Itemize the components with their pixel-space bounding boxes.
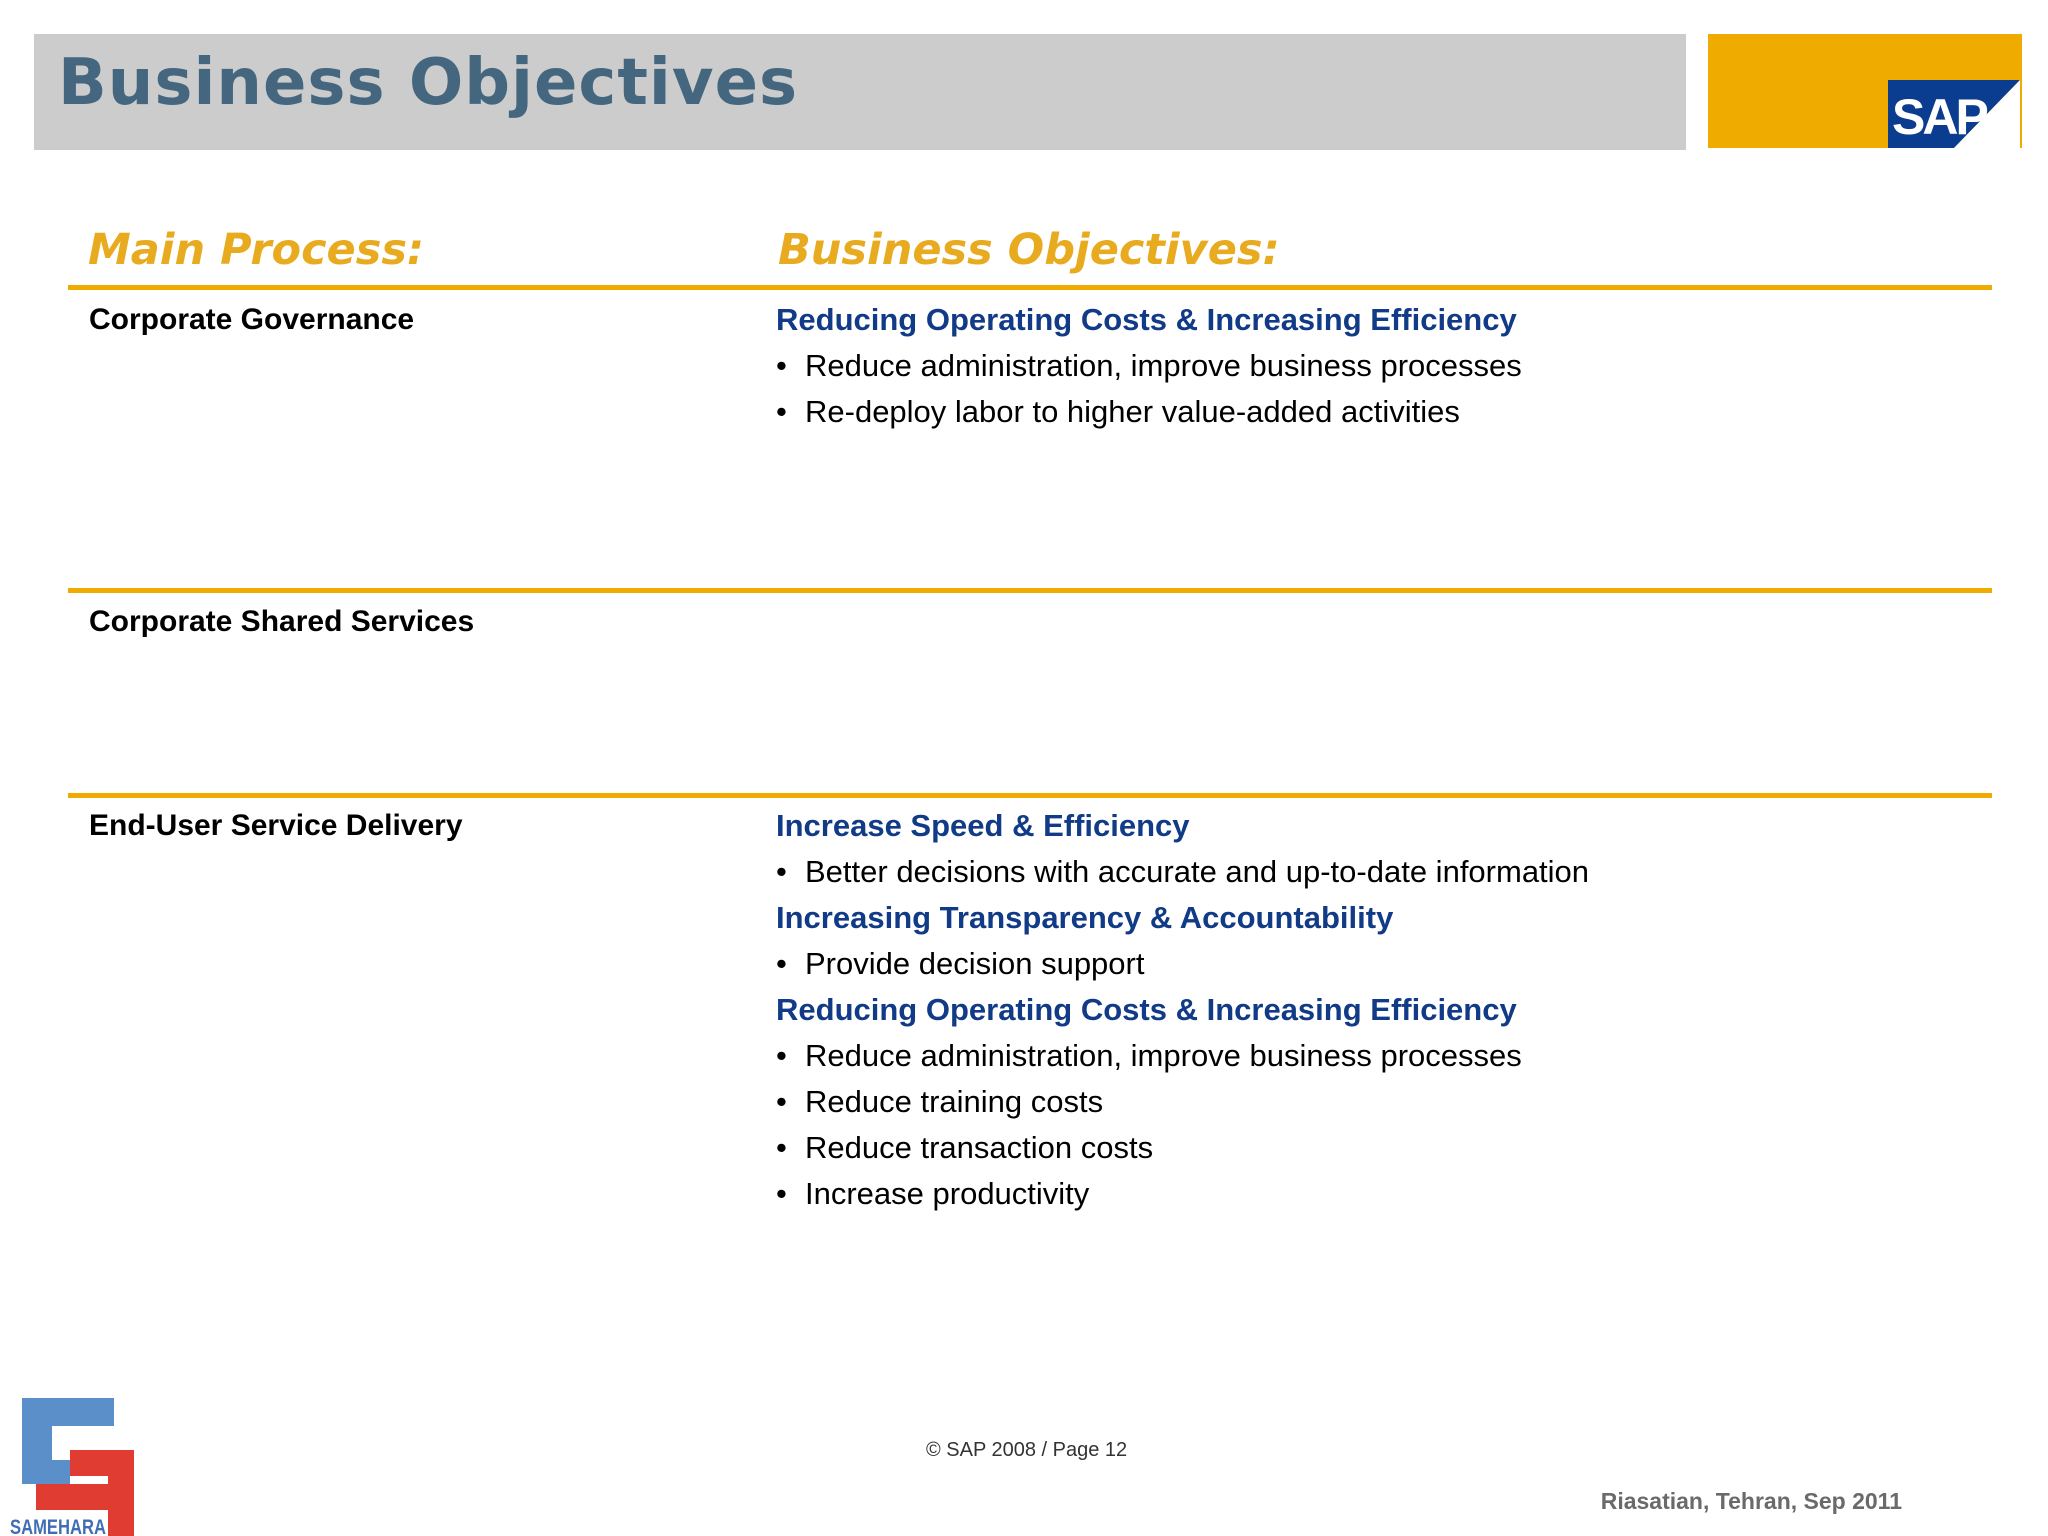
- process-corporate-shared-services: Corporate Shared Services: [89, 605, 475, 638]
- objective-item: • Reduce transaction costs: [776, 1125, 1976, 1171]
- objective-list: [776, 941, 1976, 987]
- header-divider: [68, 285, 1992, 290]
- process-corporate-governance: Corporate Governance: [89, 303, 415, 336]
- sap-logo: [1888, 80, 2020, 148]
- page-title: Business Objectives: [58, 46, 799, 120]
- objective-group: [776, 895, 1976, 987]
- objective-item: • Increase productivity: [776, 1171, 1976, 1217]
- objective-heading: Reducing Operating Costs & Increasing Efficiency: [776, 992, 1517, 1027]
- row-divider: [68, 588, 1992, 593]
- objective-item: • Better decisions with accurate and up-to-date information: [776, 849, 1976, 895]
- objectives-corporate-governance: [776, 297, 1976, 435]
- objective-heading: Increasing Transparency & Accountability: [776, 900, 1394, 935]
- sap-logo-text: SAP: [1892, 89, 1986, 145]
- objective-list: [776, 1033, 1976, 1217]
- objective-item: • Provide decision support: [776, 941, 1976, 987]
- author-credit: Riasatian, Tehran, Sep 2011: [1600, 1488, 1902, 1514]
- process-column-header: Main Process:: [88, 225, 425, 275]
- samehara-logo: [8, 1398, 134, 1536]
- objective-group: [776, 803, 1976, 895]
- samehara-logo-text: SAMEHARA: [10, 1516, 106, 1536]
- copyright-text: © SAP 2008 / Page 12: [926, 1439, 1128, 1461]
- objective-list: [776, 849, 1976, 895]
- objective-group: [776, 987, 1976, 1217]
- process-end-user-service-delivery: End-User Service Delivery: [89, 809, 463, 842]
- objectives-end-user-service-delivery: [776, 803, 1976, 1217]
- objective-heading: Increase Speed & Efficiency: [776, 808, 1190, 843]
- objective-group: [776, 297, 1976, 435]
- objective-list: [776, 343, 1976, 435]
- row-divider: [68, 793, 1992, 798]
- objectives-column-header: Business Objectives:: [778, 225, 1280, 275]
- objective-item: • Re-deploy labor to higher value-added activities: [776, 389, 1976, 435]
- objective-item: • Reduce training costs: [776, 1079, 1976, 1125]
- objective-item: • Reduce administration, improve business processes: [776, 343, 1976, 389]
- objective-item: • Reduce administration, improve business processes: [776, 1033, 1976, 1079]
- objective-heading: Reducing Operating Costs & Increasing Efficiency: [776, 302, 1517, 337]
